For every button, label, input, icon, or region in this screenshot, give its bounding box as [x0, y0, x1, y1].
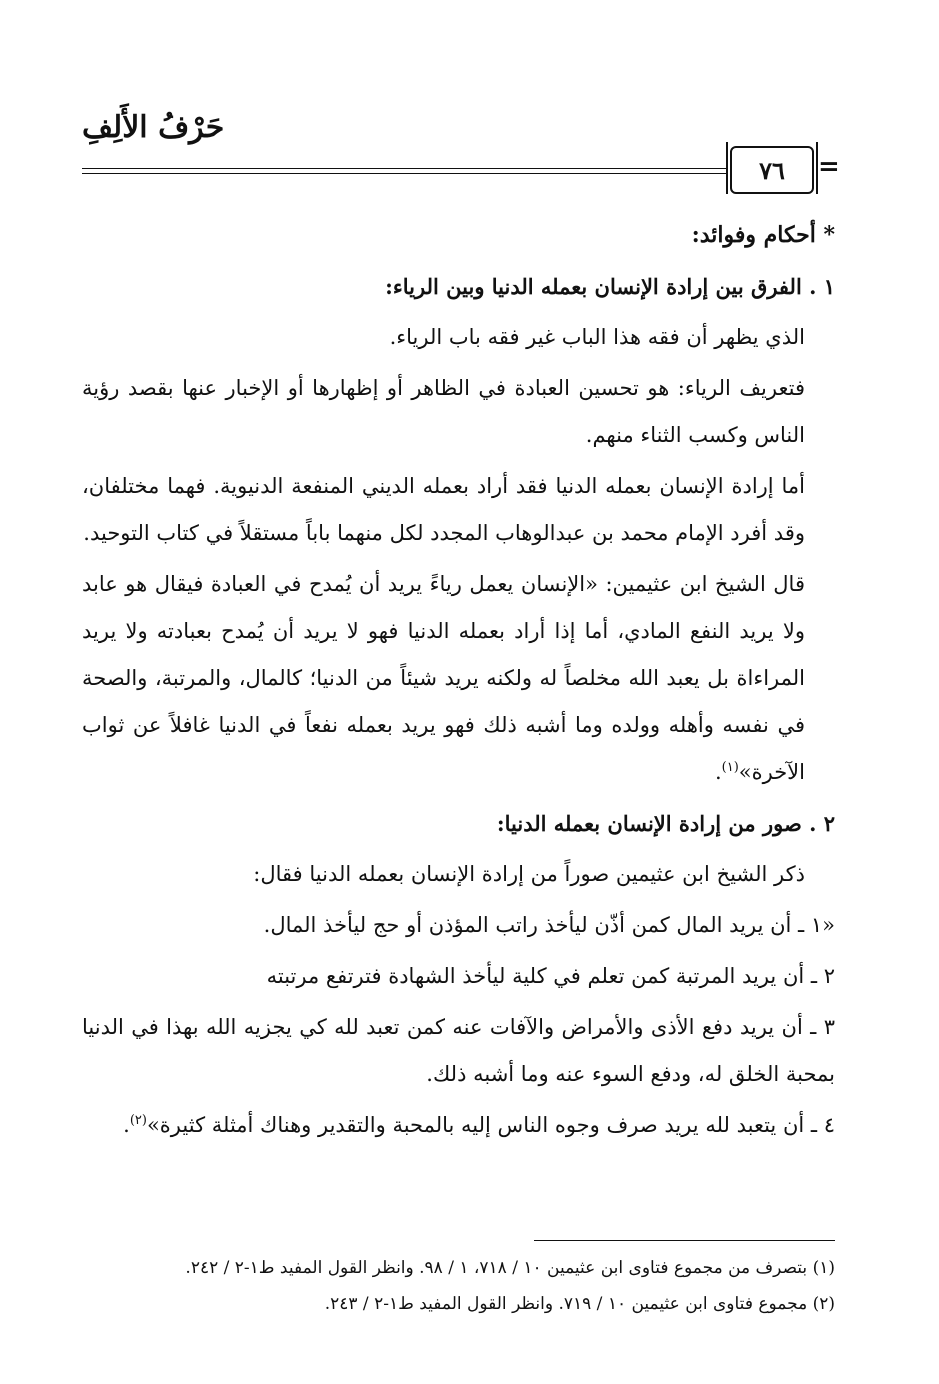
- list-item-3: ٣ ـ أن يريد دفع الأذى والأمراض والآفات عنه كمن تعبد لله كي يجزيه الله بهذا في الدنيا بمحبة الخلق له، ودفع السوء عنه وما أشبه ذلك.: [82, 1015, 835, 1086]
- list-item-2: ٢ ـ أن يريد المرتبة كمن تعلم في كلية ليأخذ الشهادة فترتفع مرتبته: [266, 964, 835, 988]
- footnote-ref-2: (٢): [129, 1113, 147, 1128]
- header-rule-top: [82, 168, 728, 169]
- heading-2: ٢ . صور من إرادة الإنسان بعمله الدنيا:: [496, 811, 835, 836]
- list-item-4-end: .: [123, 1113, 130, 1137]
- header-rule-bottom: [82, 173, 728, 174]
- list-item-1: «١ ـ أن يريد المال كمن أذّن ليأخذ راتب المؤذن أو حج ليأخذ المال.: [263, 913, 835, 937]
- list-item-4-text: ٤ ـ أن يتعبد لله يريد صرف وجوه الناس إليه بالمحبة والتقدير وهناك أمثلة كثيرة»: [146, 1113, 835, 1137]
- paragraph-1: الذي يظهر أن فقه هذا الباب غير فقه باب الرياء.: [389, 325, 805, 349]
- footnote-rule: [534, 1240, 835, 1241]
- section-title: * أحكام وفوائد:: [691, 222, 835, 248]
- page-number: ٧٦: [730, 146, 814, 194]
- footnote-1: (١) بتصرف من مجموع فتاوى ابن عثيمين ١٠ / ٧١٨، ١ / ٩٨. وانظر القول المفيد ط١-٢ / ٢٤٢.: [185, 1258, 835, 1278]
- header-mark: =: [818, 152, 840, 182]
- paragraph-4: قال الشيخ ابن عثيمين: «الإنسان يعمل رياءً يريد أن يُمدح في العبادة فيقال هو عابد ولا يريد النفع المادي، أما إذا أراد بعمله الدنيا فهو لا يريد أن يُمدح بعبادته ولا يريد المراءاة بل يعبد الله مخلصاً له ولكنه يريد شيئاً من الدنيا؛ كالمال، والمرتبة، والصحة في نفسه وأهله وولده وما أشبه ذلك فهو يريد بعمله نفعاً في الدنيا غافلاً عن ثواب الآخرة»$^{(١)}$.: [82, 572, 805, 784]
- paragraph-3: أما إرادة الإنسان بعمله الدنيا فقد أراد بعمله الديني المنفعة الدنيوية. فهما مختلفان، وقد أفرد الإمام محمد بن عبدالوهاب المجدد لكل منهما باباً مستقلاً في كتاب التوحيد.: [82, 474, 805, 545]
- body-text: [82, 212, 835, 1153]
- footnotes: [82, 1250, 835, 1322]
- list-item-4: [82, 1102, 835, 1149]
- quote-text: قال الشيخ ابن عثيمين: «الإنسان يعمل رياءً يريد أن يُمدح في العبادة فيقال هو عابد ولا يريد النفع المادي، أما إذا أراد بعمله الدنيا فهو لا يريد أن يُمدح بعبادته ولا يريد المراءاة بل يعبد الله مخلصاً له ولكنه يريد شيئاً من الدنيا؛ كالمال، والمرتبة، والصحة في نفسه وأهله وولده وما أشبه ذلك فهو يريد بعمله نفعاً في الدنيا غافلاً عن ثواب الآخرة»: [82, 572, 805, 784]
- paragraph-5: ذكر الشيخ ابن عثيمين صوراً من إرادة الإنسان بعمله الدنيا فقال:: [253, 862, 805, 886]
- footnote-2: (٢) مجموع فتاوى ابن عثيمين ١٠ / ٧١٩. وانظر القول المفيد ط١-٢ / ٢٤٣.: [324, 1294, 835, 1314]
- paragraph-2: فتعريف الرياء: هو تحسين العبادة في الظاهر أو إظهارها أو الإخبار عنها بقصد رؤية الناس وكسب الثناء منهم.: [82, 376, 805, 447]
- footnote-ref-1: (١): [721, 760, 739, 775]
- running-title: حَرْفُ الأَلِفِ: [82, 110, 225, 145]
- heading-1: ١ . الفرق بين إرادة الإنسان بعمله الدنيا وبين الرياء:: [385, 274, 835, 299]
